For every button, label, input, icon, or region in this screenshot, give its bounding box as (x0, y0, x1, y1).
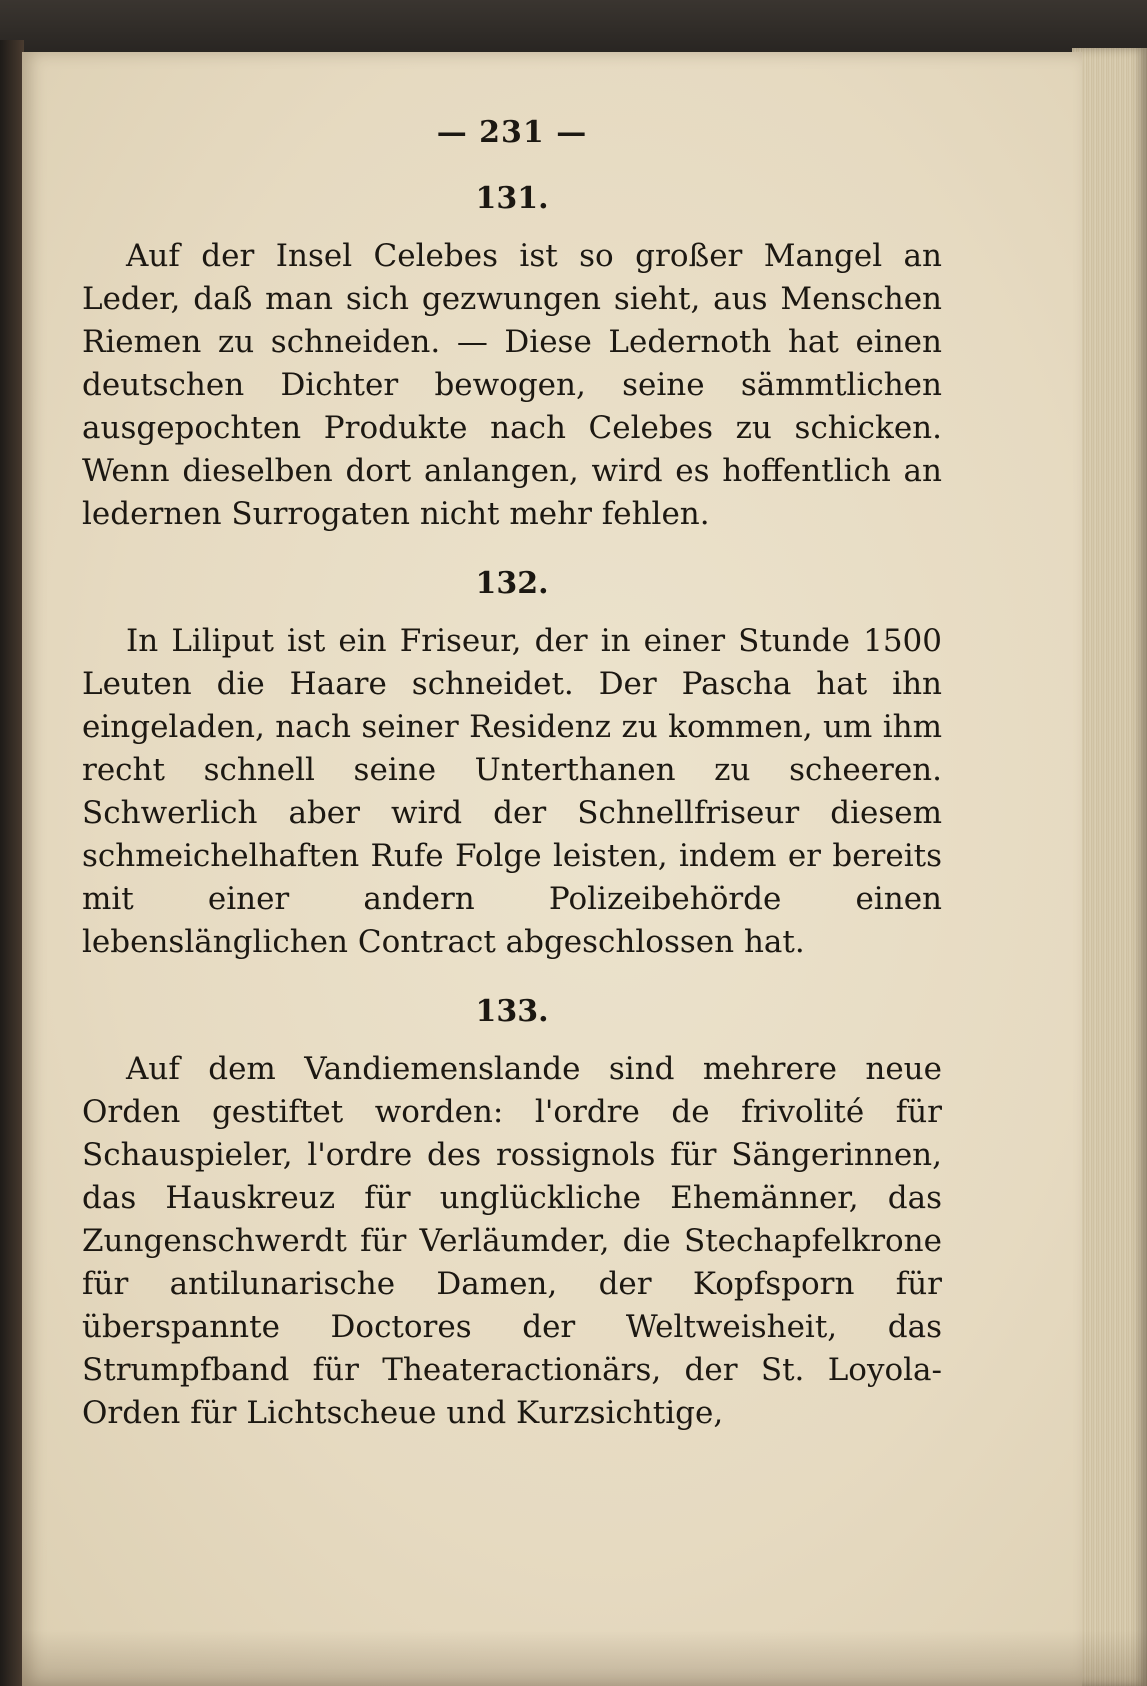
section-132 (82, 566, 942, 964)
spacer (82, 536, 942, 566)
section-133 (82, 994, 942, 1435)
book-top-edge (0, 0, 1147, 60)
section-paragraph: In Liliput ist ein Friseur, der in einer Stunde 1500 Leuten die Haare schneidet. Der Pascha hat ihn eingeladen, nach seiner Residenz zu kommen, um ihm recht schnell seine Unterthanen zu scheeren. Schwerlich aber wird der Schnellfriseur diesem schmeichelhaften Rufe Folge leisten, indem er bereits mit einer andern Polizeibehörde einen lebenslänglichen Contract abgeschlossen hat. (82, 623, 942, 960)
page-shadow (22, 1630, 1147, 1686)
section-number: 132. (475, 566, 549, 601)
spacer (82, 964, 942, 994)
section-131 (82, 181, 942, 536)
section-paragraph: Auf der Insel Celebes ist so großer Mangel an Leder, daß man sich gezwungen sieht, aus Menschen Riemen zu schneiden. — Diese Ledernoth hat einen deutschen Dichter bewogen, seine sämmtlichen ausgepochten Produkte nach Celebes zu schicken. Wenn dieselben dort anlangen, wird es hoffentlich an ledernen Surrogaten nicht mehr fehlen. (82, 238, 942, 532)
book-spine-edge (0, 40, 24, 1686)
page-number: — 231 — (436, 115, 588, 150)
section-number: 131. (475, 181, 549, 216)
section-paragraph: Auf dem Vandiemenslande sind mehrere neue Orden gestiftet worden: l'ordre de frivolité für Schauspieler, l'ordre des rossignols für Sängerinnen, das Hauskreuz für unglückliche Ehemänner, das Zungenschwerdt für Verläumder, die Stechapfelkrone für antilunarische Damen, der Kopfsporn für überspannte Doctores der Weltweisheit, das Strumpfband für Theateractionärs, der St. Loyola-Orden für Lichtscheue und Kurzsichtige, (82, 1051, 942, 1431)
section-number: 133. (475, 994, 549, 1029)
text-column (82, 115, 942, 1435)
page-edges (1072, 48, 1147, 1686)
